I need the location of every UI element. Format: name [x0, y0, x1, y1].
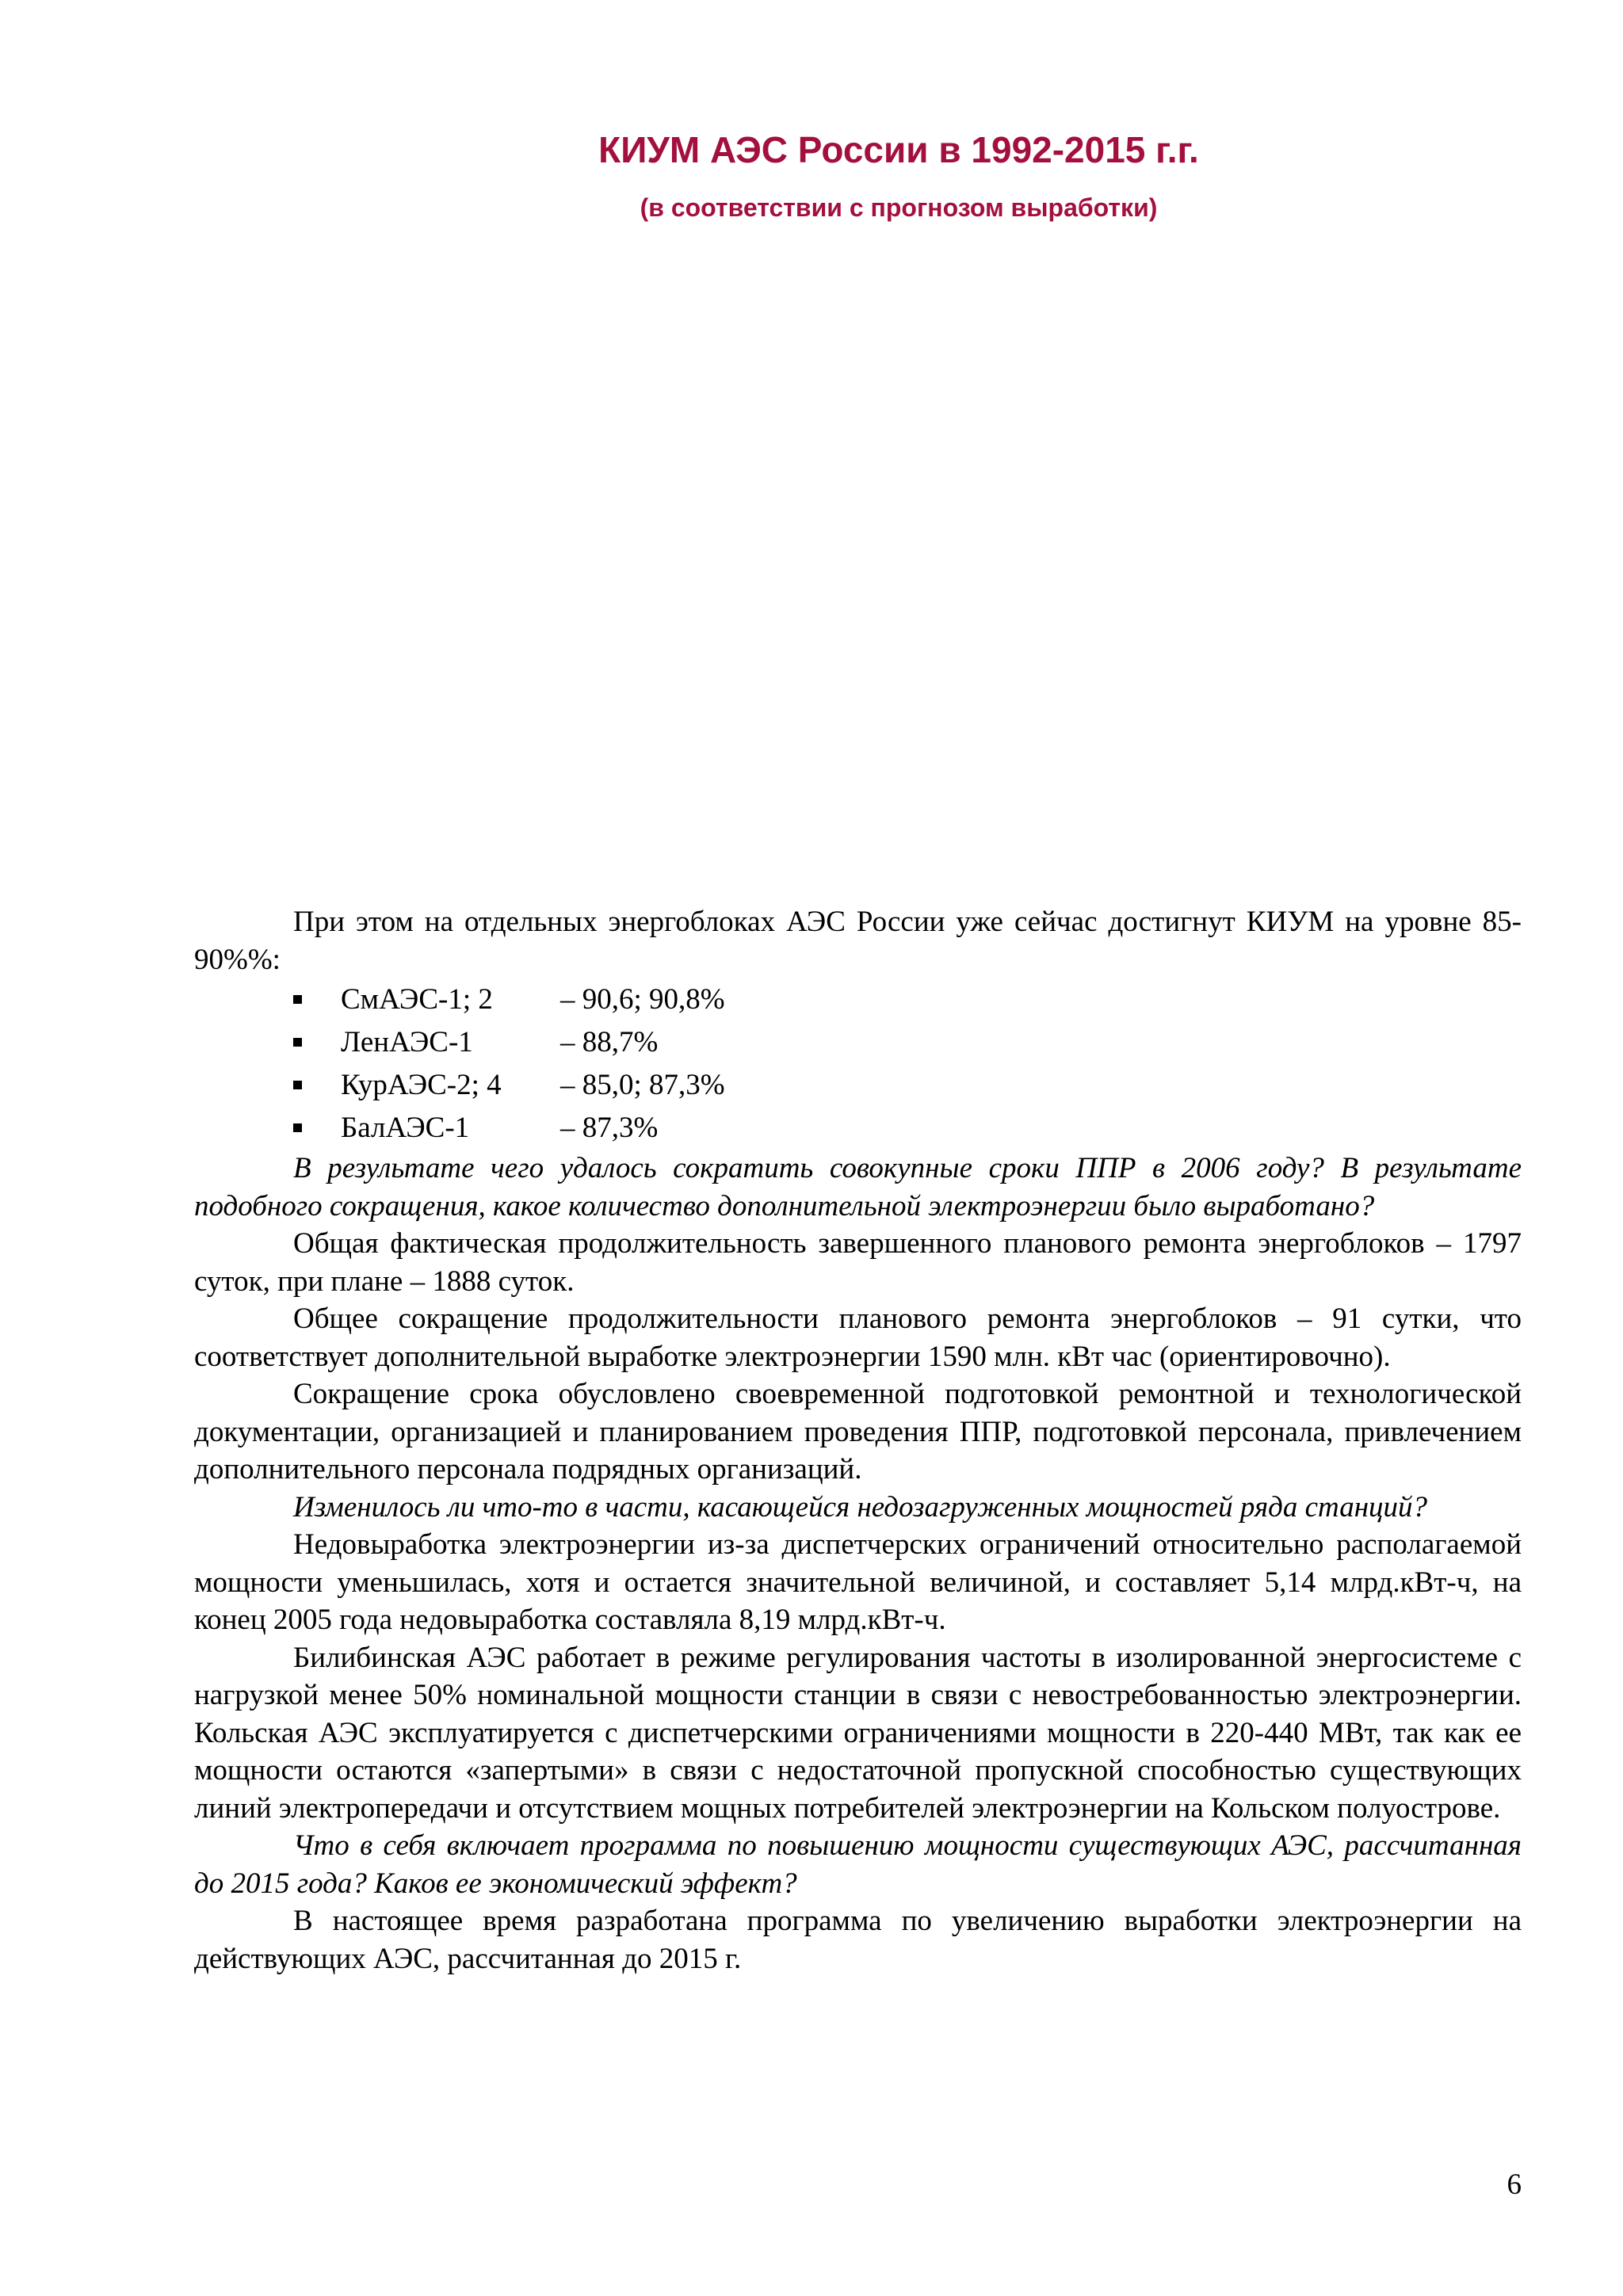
unit-value: – 90,6; 90,8% — [560, 983, 725, 1016]
list-item — [194, 1021, 1522, 1064]
answer-paragraph: Недовыработка электроэнергии из-за диспетчерских ограничений относительно располагаемой мощности уменьшилась, хотя и остается значительной величиной, и составляет 5,14 млрд.кВт-ч, на конец 2005 года недовыработка составляла 8,19 млрд.кВт-ч. — [194, 1528, 1522, 1636]
answer-paragraph: В настоящее время разработана программа по увеличению выработки электроэнергии на действующих АЭС, рассчитанная до 2015 г. — [194, 1905, 1522, 1975]
question-paragraph: Изменилось ли что-то в части, касающейся недозагруженных мощностей ряда станций? — [293, 1490, 1428, 1524]
bullet-icon — [293, 995, 302, 1004]
bullet-icon — [293, 1081, 302, 1089]
intro-paragraph: При этом на отдельных энергоблоках АЭС России уже сейчас достигнут КИУМ на уровне 85-90%%: — [194, 906, 1522, 976]
unit-value: – 87,3% — [560, 1112, 659, 1144]
bullet-icon — [293, 1038, 302, 1047]
unit-value: – 88,7% — [560, 1026, 659, 1058]
list-item — [194, 1107, 1522, 1150]
question-paragraph: В результате чего удалось сократить совокупные сроки ППР в 2006 году? В результате подобного сокращения, какое количество дополнительной электроэнергии было выработано? — [194, 1152, 1522, 1222]
answer-paragraph: Сокращение срока обусловлено своевременной подготовкой ремонтной и технологической документации, организацией и планированием проведения ППР, подготовкой персонала, привлечением дополнительного персонала подрядных организаций. — [194, 1378, 1522, 1486]
list-item — [194, 1064, 1522, 1107]
chart-title: КИУМ АЭС России в 1992-2015 г.г. — [598, 129, 1199, 170]
answer-paragraph: Общая фактическая продолжительность завершенного планового ремонта энергоблоков – 1797 суток, при плане – 1888 суток. — [194, 1227, 1522, 1298]
unit-name: СмАЭС-1; 2 — [341, 983, 493, 1016]
question-paragraph: Что в себя включает программа по повышению мощности существующих АЭС, рассчитанная до 2015 года? Каков ее экономический эффект? — [194, 1829, 1522, 1900]
page-number: 6 — [1507, 2168, 1522, 2201]
bullet-icon — [293, 1123, 302, 1132]
units-list — [194, 978, 1522, 1150]
chart-placeholder-area — [194, 238, 1522, 871]
list-item — [194, 978, 1522, 1021]
unit-name: КурАЭС-2; 4 — [341, 1069, 502, 1101]
body-text — [194, 903, 1522, 1978]
answer-paragraph: Общее сокращение продолжительности планового ремонта энергоблоков – 91 сутки, что соответствует дополнительной выработке электроэнергии 1590 млн. кВт час (ориентировочно). — [194, 1302, 1522, 1373]
chart-subtitle: (в соответствии с прогнозом выработки) — [640, 193, 1158, 222]
unit-value: – 85,0; 87,3% — [560, 1069, 725, 1101]
answer-paragraph: Билибинская АЭС работает в режиме регулирования частоты в изолированной энергосистеме с нагрузкой менее 50% номинальной мощности станции в связи с невостребованностью электроэнергии. Кольская АЭС эксплуатируется с диспетчерскими ограничениями мощности в 220-440 МВт, так как ее мощности остаются «запертыми» в связи с недостаточной пропускной способностью существующих линий электропередачи и отсутствием мощных потребителей электроэнергии на Кольском полуострове. — [194, 1641, 1522, 1825]
unit-name: БалАЭС-1 — [341, 1112, 470, 1144]
unit-name: ЛенАЭС-1 — [341, 1026, 473, 1058]
